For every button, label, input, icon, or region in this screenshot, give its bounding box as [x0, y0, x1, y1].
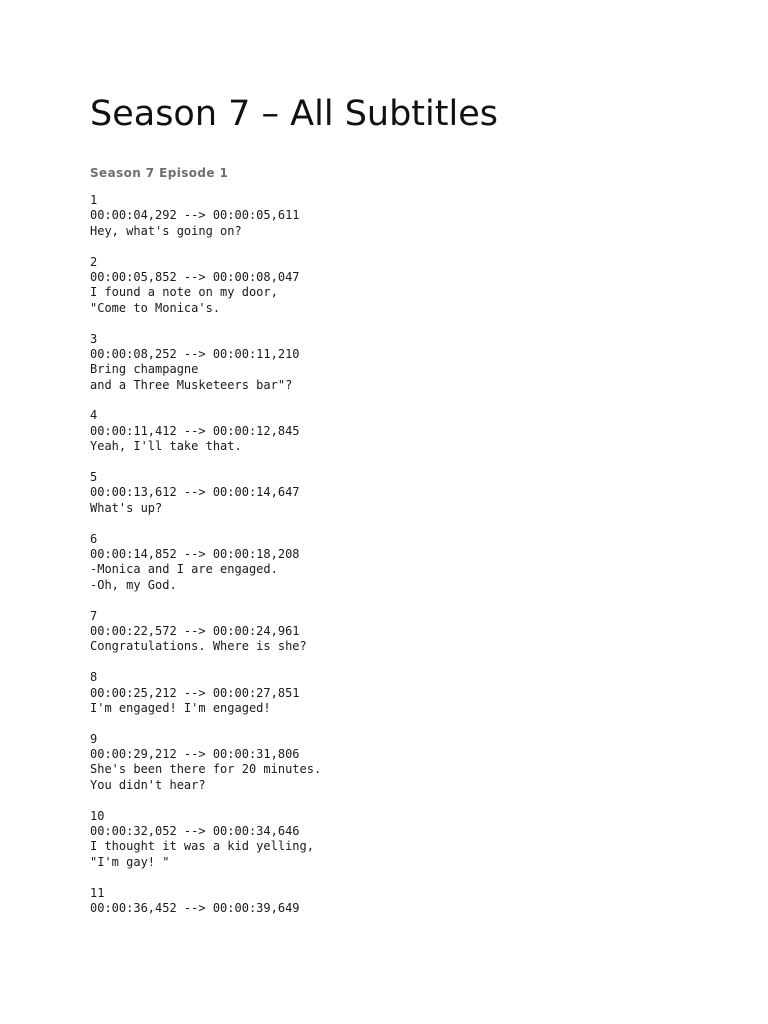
cue-index: 5	[90, 470, 98, 485]
subtitle-cue	[90, 408, 730, 454]
subtitle-cue	[90, 470, 730, 516]
cue-index: 9	[90, 731, 98, 746]
cue-index: 4	[90, 408, 98, 423]
subtitle-cue	[90, 886, 730, 917]
subtitle-cue	[90, 332, 730, 394]
cue-index: 3	[90, 331, 98, 346]
page-title: Season 7 – All Subtitles	[90, 94, 498, 134]
cue-timing: 00:00:25,212 --> 00:00:27,851	[90, 685, 300, 700]
subtitle-cue	[90, 255, 730, 317]
cue-text-line: Yeah, I'll take that.	[90, 439, 242, 454]
subtitle-cue	[90, 732, 730, 794]
cue-timing: 00:00:05,852 --> 00:00:08,047	[90, 269, 300, 284]
cue-text-line: What's up?	[90, 500, 163, 515]
cue-text-line: You didn't hear?	[90, 777, 206, 792]
cue-timing: 00:00:29,212 --> 00:00:31,806	[90, 747, 300, 762]
subtitle-cue	[90, 532, 730, 594]
cue-text-line: I'm engaged! I'm engaged!	[90, 700, 271, 715]
cue-index: 2	[90, 254, 98, 269]
cue-text-line: and a Three Musketeers bar"?	[90, 377, 293, 392]
cue-timing: 00:00:32,052 --> 00:00:34,646	[90, 824, 300, 839]
cue-index: 6	[90, 531, 98, 546]
cue-timing: 00:00:11,412 --> 00:00:12,845	[90, 423, 300, 438]
subtitle-cue	[90, 193, 730, 239]
cue-text-line: Hey, what's going on?	[90, 223, 242, 238]
cue-text-line: She's been there for 20 minutes.	[90, 762, 322, 777]
cue-text-line: Bring champagne	[90, 362, 199, 377]
cue-index: 7	[90, 608, 98, 623]
cue-timing: 00:00:04,292 --> 00:00:05,611	[90, 208, 300, 223]
subtitle-cue-list	[90, 193, 730, 916]
cue-index: 11	[90, 885, 105, 900]
cue-text-line: "Come to Monica's.	[90, 300, 221, 315]
cue-timing: 00:00:14,852 --> 00:00:18,208	[90, 546, 300, 561]
cue-timing: 00:00:13,612 --> 00:00:14,647	[90, 485, 300, 500]
cue-text-line: -Oh, my God.	[90, 577, 177, 592]
cue-text-line: I found a note on my door,	[90, 285, 278, 300]
cue-timing: 00:00:22,572 --> 00:00:24,961	[90, 623, 300, 638]
subtitle-cue	[90, 809, 730, 871]
cue-text-line: "I'm gay! "	[90, 854, 170, 869]
cue-index: 10	[90, 808, 105, 823]
section-heading: Season 7 Episode 1	[90, 166, 229, 180]
cue-index: 1	[90, 193, 98, 207]
subtitle-cue	[90, 670, 730, 716]
subtitle-cue	[90, 609, 730, 655]
cue-timing: 00:00:08,252 --> 00:00:11,210	[90, 346, 300, 361]
cue-text-line: -Monica and I are engaged.	[90, 562, 278, 577]
cue-text-line: Congratulations. Where is she?	[90, 639, 307, 654]
document-page	[90, 88, 730, 932]
cue-index: 8	[90, 670, 98, 685]
cue-timing: 00:00:36,452 --> 00:00:39,649	[90, 900, 300, 915]
cue-text-line: I thought it was a kid yelling,	[90, 839, 314, 854]
